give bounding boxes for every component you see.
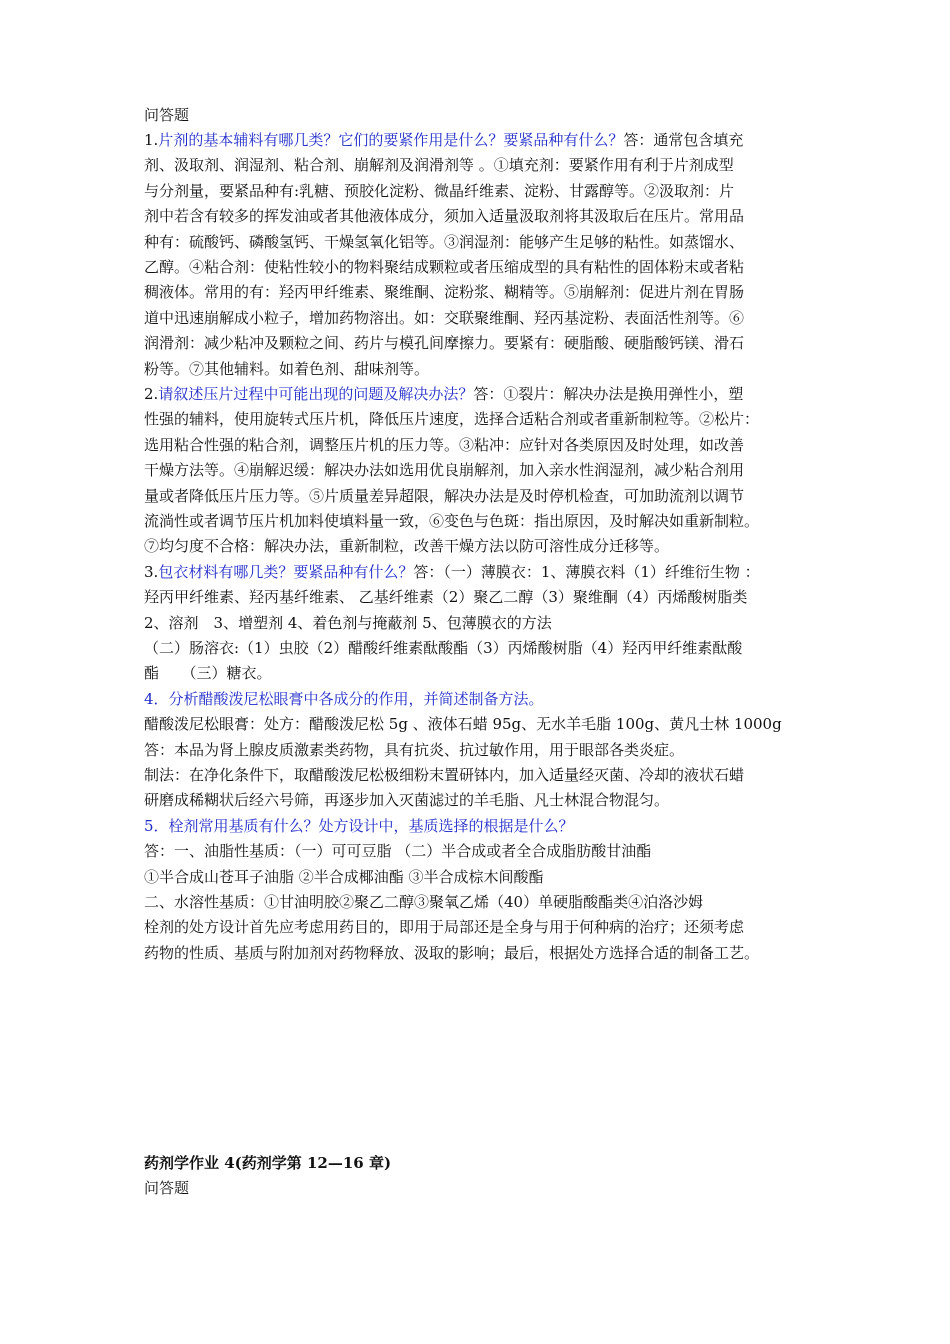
answer-text: 粉等。⑦其他辅料。如着色剂、甜味剂等。 — [144, 360, 430, 378]
answer-text: 性强的辅料，使用旋转式压片机，降低压片速度，选择合适粘合剂或者重新制粒等。②松片： — [144, 410, 760, 428]
answer-text: 答：本品为肾上腺皮质激素类药物，具有抗炎、抗过敏作用，用于眼部各类炎症。 — [144, 741, 685, 759]
answer-text: （二）肠溶衣:（1）虫胶（2）醋酸纤维素酞酸酯（3）丙烯酸树脂（4）羟丙甲纤维素酞酸 — [144, 639, 743, 657]
answer-text: 答：（一）薄膜衣：1、薄膜衣料（1）纤维衍生物 ： — [413, 563, 760, 581]
answer-text: 干燥方法等。④崩解迟缓：解决办法如选用优良崩解剂，加入亲水性润湿剂，减少粘合剂用 — [144, 461, 745, 479]
answer-text: 答：通常包含填充 — [623, 131, 744, 149]
answer-text: ①半合成山苍耳子油脂 ②半合成椰油酯 ③半合成棕木间酸酯 — [144, 868, 544, 886]
text-line — [144, 458, 824, 483]
answer-text: 羟丙甲纤维素、羟丙基纤维素、 乙基纤维素（2）聚乙二醇（3）聚维酮（4）丙烯酸树脂类 — [144, 588, 748, 606]
answer-text: 醋酸泼尼松眼膏：处方：醋酸泼尼松 5g 、液体石蜡 95g、无水羊毛脂 100g、黄凡士林 1000g — [144, 715, 782, 733]
text-line — [144, 128, 824, 153]
answer-text: 流淌性或者调节压片机加料使填料量一致，⑥变色与色斑：指出原因，及时解决如重新制粒。 — [144, 512, 760, 530]
text-line — [144, 306, 824, 331]
text-line — [144, 280, 824, 305]
text-line — [144, 763, 824, 788]
question-text: 4．分析醋酸泼尼松眼膏中各成分的作用，并简述制备方法。 — [144, 690, 544, 708]
text-line — [144, 941, 824, 966]
assignment-title: 药剂学作业 4(药剂学第 12—16 章) — [144, 1154, 392, 1172]
question-text: 包衣材料有哪几类？要紧品种有什么？ — [158, 563, 414, 581]
text-line — [144, 357, 824, 382]
answer-text: 药物的性质、基质与附加剂对药物释放、汲取的影响；最后，根据处方选择合适的制备工艺。 — [144, 944, 760, 962]
text-line — [144, 179, 824, 204]
text-line — [144, 433, 824, 458]
answer-text: 剂中若含有较多的挥发油或者其他液体成分，须加入适量汲取剂将其汲取后在压片。常用品 — [144, 207, 745, 225]
text-line — [144, 814, 824, 839]
text-line — [144, 661, 824, 686]
answer-text: 答：一、油脂性基质：（一）可可豆脂 （二）半合成或者全合成脂肪酸甘油酯 — [144, 842, 652, 860]
answer-text: 与分剂量，要紧品种有:乳糖、预胶化淀粉、微晶纤维素、淀粉、甘露醇等。②汲取剂：片 — [144, 182, 735, 200]
question-text: 5．栓剂常用基质有什么？处方设计中，基质选择的根据是什么？ — [144, 817, 574, 835]
text-line — [144, 788, 824, 813]
question-text: 请叙述压片过程中可能出现的问题及解决办法？ — [158, 385, 474, 403]
question-text: 片剂的基本辅料有哪几类？它们的要紧作用是什么？要紧品种有什么？ — [158, 131, 624, 149]
text-line — [144, 915, 824, 940]
answer-text: 2. — [144, 385, 159, 403]
text-line — [144, 331, 824, 356]
text-line — [144, 611, 824, 636]
answer-text: 选用粘合性强的粘合剂，调整压片机的压力等。③粘冲：应针对各类原因及时处理，如改善 — [144, 436, 745, 454]
answer-text: 1. — [144, 131, 159, 149]
text-line — [144, 382, 824, 407]
answer-text: 稠液体。常用的有：羟丙甲纤维素、聚维酮、淀粉浆、糊精等。⑤崩解剂：促进片剂在胃肠 — [144, 283, 745, 301]
answer-text: 乙醇。④粘合剂：使粘性较小的物料聚结成颗粒或者压缩成型的具有粘性的固体粉末或者粘 — [144, 258, 745, 276]
text-line — [144, 738, 824, 763]
text-line — [144, 255, 824, 280]
answer-text: 3. — [144, 563, 159, 581]
text-line — [144, 890, 824, 915]
answer-text: 制法：在净化条件下，取醋酸泼尼松极细粉末置研钵内，加入适量经灭菌、冷却的液状石蜡 — [144, 766, 745, 784]
text-line — [144, 534, 824, 559]
answer-text: 栓剂的处方设计首先应考虑用药目的，即用于局部还是全身与用于何种病的治疗；还须考虑 — [144, 918, 745, 936]
text-line — [144, 687, 824, 712]
text-line — [144, 585, 824, 610]
answer-text: 种有：硫酸钙、磷酸氢钙、干燥氢氧化铝等。③润湿剂：能够产生足够的粘性。如蒸馏水、 — [144, 233, 745, 251]
answer-text: ⑦均匀度不合格：解决办法，重新制粒，改善干燥方法以防可溶性成分迁移等。 — [144, 537, 670, 555]
text-line — [144, 509, 824, 534]
answer-text: 2、溶剂 3、增塑剂 4、着色剂与掩蔽剂 5、包薄膜衣的方法 — [144, 614, 552, 632]
text-line — [144, 839, 824, 864]
answer-text: 酯 （三）糖衣。 — [144, 664, 272, 682]
answer-text: 量或者降低压片压力等。⑤片质量差异超限，解决办法是及时停机检查，可加助流剂以调节 — [144, 487, 745, 505]
text-line — [144, 204, 824, 229]
answer-text: 研磨成稀糊状后经六号筛，再逐步加入灭菌滤过的羊毛脂、凡士林混合物混匀。 — [144, 791, 670, 809]
answer-text: 道中迅速崩解成小粒子，增加药物溶出。如：交联聚维酮、羟丙基淀粉、表面活性剂等。⑥ — [144, 309, 745, 327]
answer-text: 剂、汲取剂、润湿剂、粘合剂、崩解剂及润滑剂等 。①填充剂：要紧作用有利于片剂成型 — [144, 156, 734, 174]
section-heading: 问答题 — [144, 106, 190, 124]
text-line — [144, 712, 824, 737]
text-line — [144, 407, 824, 432]
text-line — [144, 484, 824, 509]
text-line — [144, 153, 824, 178]
text-line — [144, 230, 824, 255]
text-line — [144, 636, 824, 661]
answer-text: 答：①裂片：解决办法是换用弹性小，塑 — [473, 385, 744, 403]
text-line — [144, 560, 824, 585]
section-heading-2: 问答题 — [144, 1179, 190, 1197]
text-line — [144, 865, 824, 890]
answer-text: 润滑剂：减少粘冲及颗粒之间、药片与模孔间摩擦力。要紧有：硬脂酸、硬脂酸钙镁、滑石 — [144, 334, 745, 352]
answer-text: 二、水溶性基质：①甘油明胶②聚乙二醇③聚氧乙烯（40）单硬脂酸酯类④泊洛沙姆 — [144, 893, 704, 911]
